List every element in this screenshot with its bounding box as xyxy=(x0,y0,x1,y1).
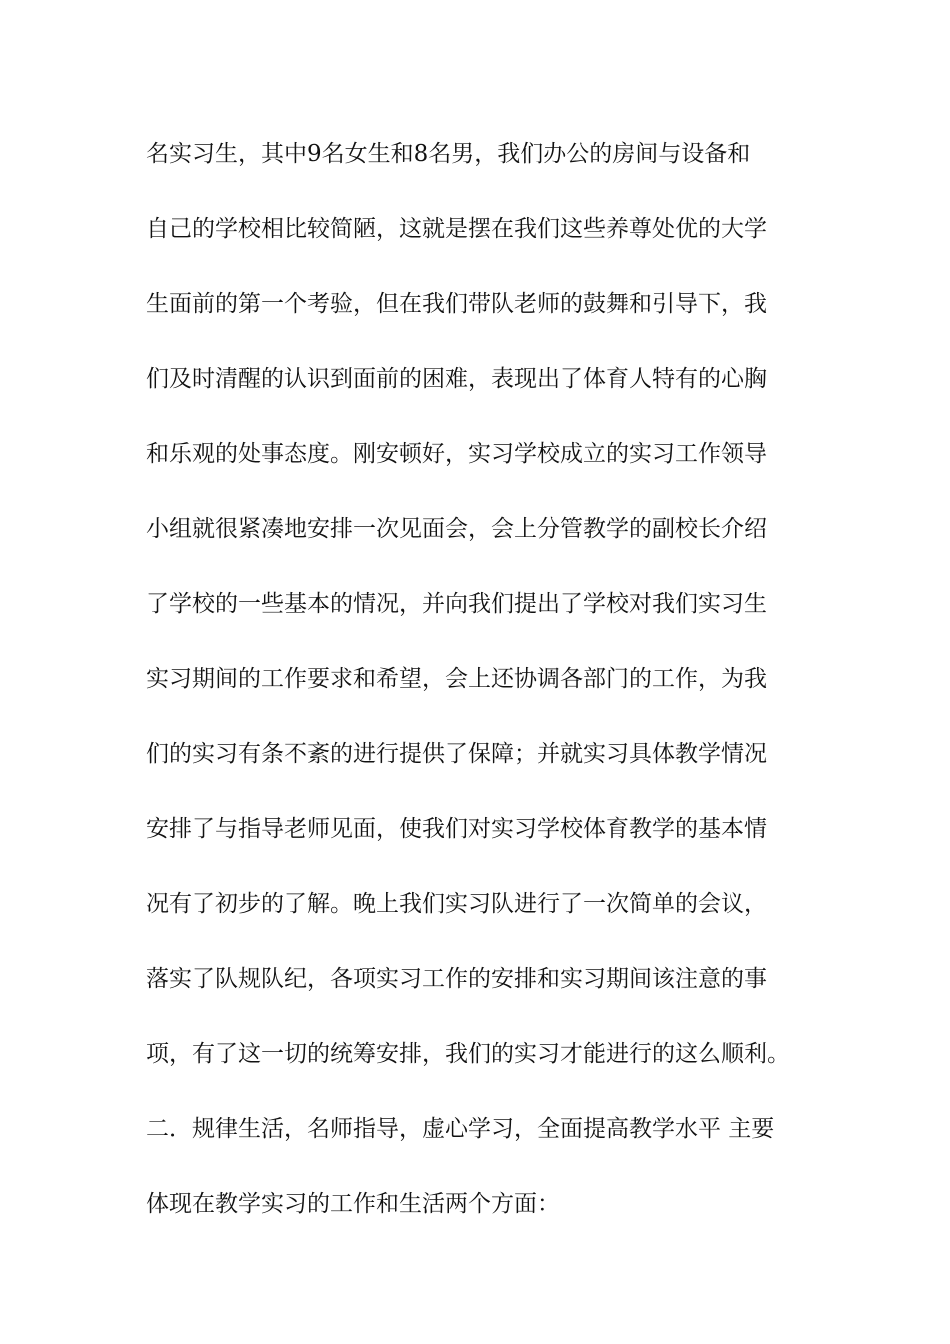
body-text xyxy=(146,131,806,1256)
text-line: 们的实习有条不紊的进行提供了保障；并就实习具体教学情况 xyxy=(146,741,767,767)
text-line: 名实习生，其中9名女生和8名男，我们办公的房间与设备和 xyxy=(146,141,751,167)
text-line: 体现在教学实习的工作和生活两个方面： xyxy=(146,1191,560,1217)
text-line: 小组就很紧凑地安排一次见面会，会上分管教学的副校长介绍 xyxy=(146,516,767,542)
text-line: 项，有了这一切的统筹安排，我们的实习才能进行的这么顺利。 xyxy=(146,1041,790,1067)
text-line: 实习期间的工作要求和希望，会上还协调各部门的工作，为我 xyxy=(146,666,767,692)
text-line: 况有了初步的了解。晚上我们实习队进行了一次简单的会议， xyxy=(146,891,767,917)
text-line: 了学校的一些基本的情况，并向我们提出了学校对我们实习生 xyxy=(146,591,767,617)
text-line: 们及时清醒的认识到面前的困难，表现出了体育人特有的心胸 xyxy=(146,366,767,392)
section-heading-line: 二．规律生活，名师指导，虚心学习，全面提高教学水平 主要 xyxy=(146,1116,775,1142)
text-line: 安排了与指导老师见面，使我们对实习学校体育教学的基本情 xyxy=(146,816,767,842)
text-line: 自己的学校相比较简陋，这就是摆在我们这些养尊处优的大学 xyxy=(146,216,767,242)
text-line: 落实了队规队纪，各项实习工作的安排和实习期间该注意的事 xyxy=(146,966,767,992)
text-line: 和乐观的处事态度。刚安顿好，实习学校成立的实习工作领导 xyxy=(146,441,767,467)
text-line: 生面前的第一个考验，但在我们带队老师的鼓舞和引导下，我 xyxy=(146,291,767,317)
